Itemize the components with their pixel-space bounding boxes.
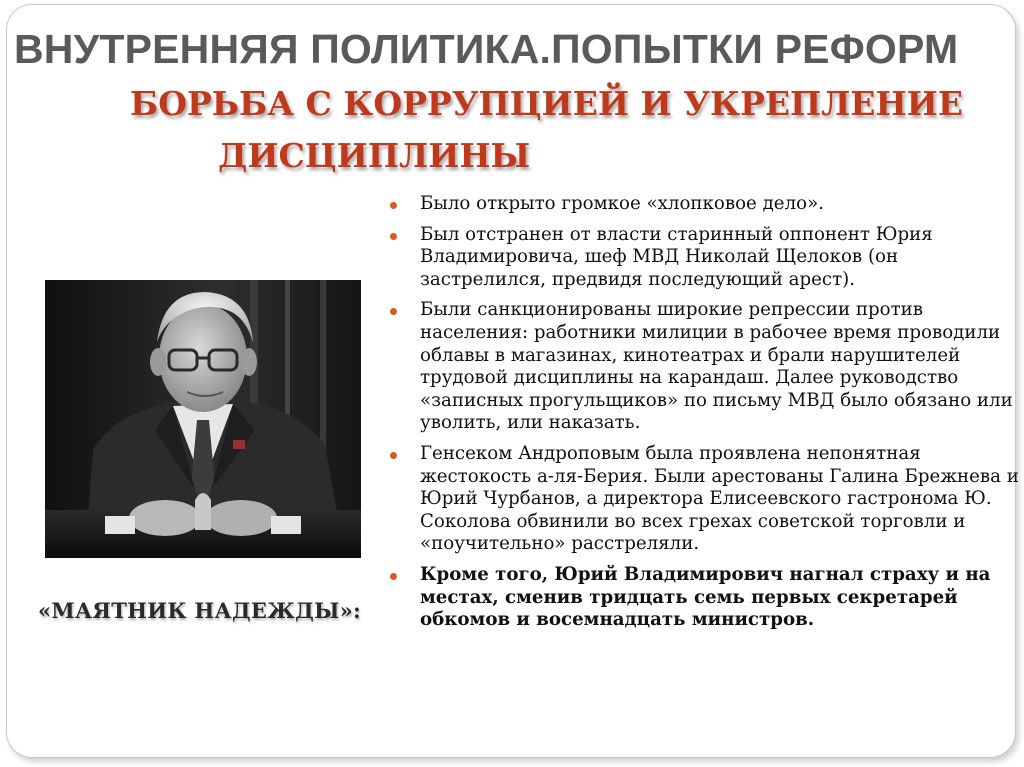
list-item xyxy=(383,224,1019,292)
bullet-text: Генсеком Андроповым была проявлена непонятная жестокость а-ля-Берия. Были арестованы Галина Брежнева и Юрий Чурбанов, а директора Елисеевского гастронома Ю. Соколова обвинили во всех грехах советской торговли и «поучительно» расстреляли. xyxy=(420,442,1019,555)
bullet-list xyxy=(383,193,1019,640)
bullet-dot-icon xyxy=(390,233,397,240)
slide-title: ВНУТРЕННЯЯ ПОЛИТИКА.ПОПЫТКИ РЕФОРМ xyxy=(14,26,959,72)
bullet-dot-icon xyxy=(390,202,397,209)
bullet-text: Были санкционированы широкие репрессии против населения: работники милиции в рабочее время проводили облавы в магазинах, кинотеатрах и брали нарушителей трудовой дисциплины на карандаш. Далее руководство «записных прогульщиков» по письму МВД было обязано или уволить, или наказать. xyxy=(420,299,1013,434)
list-item xyxy=(383,443,1019,556)
bullet-text: Было открыто громкое «хлопковое дело». xyxy=(420,193,824,214)
subtitle-line-1: БОРЬБА С КОРРУПЦИЕЙ И УКРЕПЛЕНИЕ xyxy=(130,84,963,123)
bullet-text: Кроме того, Юрий Владимирович нагнал страху и на местах, сменив тридцать семь первых секретарей обкомов и восемнадцать министров. xyxy=(420,563,991,631)
list-item-emphasis xyxy=(383,564,1019,632)
bullet-dot-icon xyxy=(390,573,397,580)
subtitle-line-2: ДИСЦИПЛИНЫ xyxy=(218,136,531,175)
list-item xyxy=(383,299,1019,435)
list-item xyxy=(383,193,1019,216)
caption: «МАЯТНИК НАДЕЖДЫ»: xyxy=(38,598,362,623)
portrait-photo xyxy=(45,280,361,558)
bullet-text: Был отстранен от власти старинный оппонент Юрия Владимировича, шеф МВД Николай Щелоков (он застрелился, предвидя последующий арест). xyxy=(420,223,933,290)
bullet-dot-icon xyxy=(390,308,397,315)
bullet-dot-icon xyxy=(390,452,397,459)
